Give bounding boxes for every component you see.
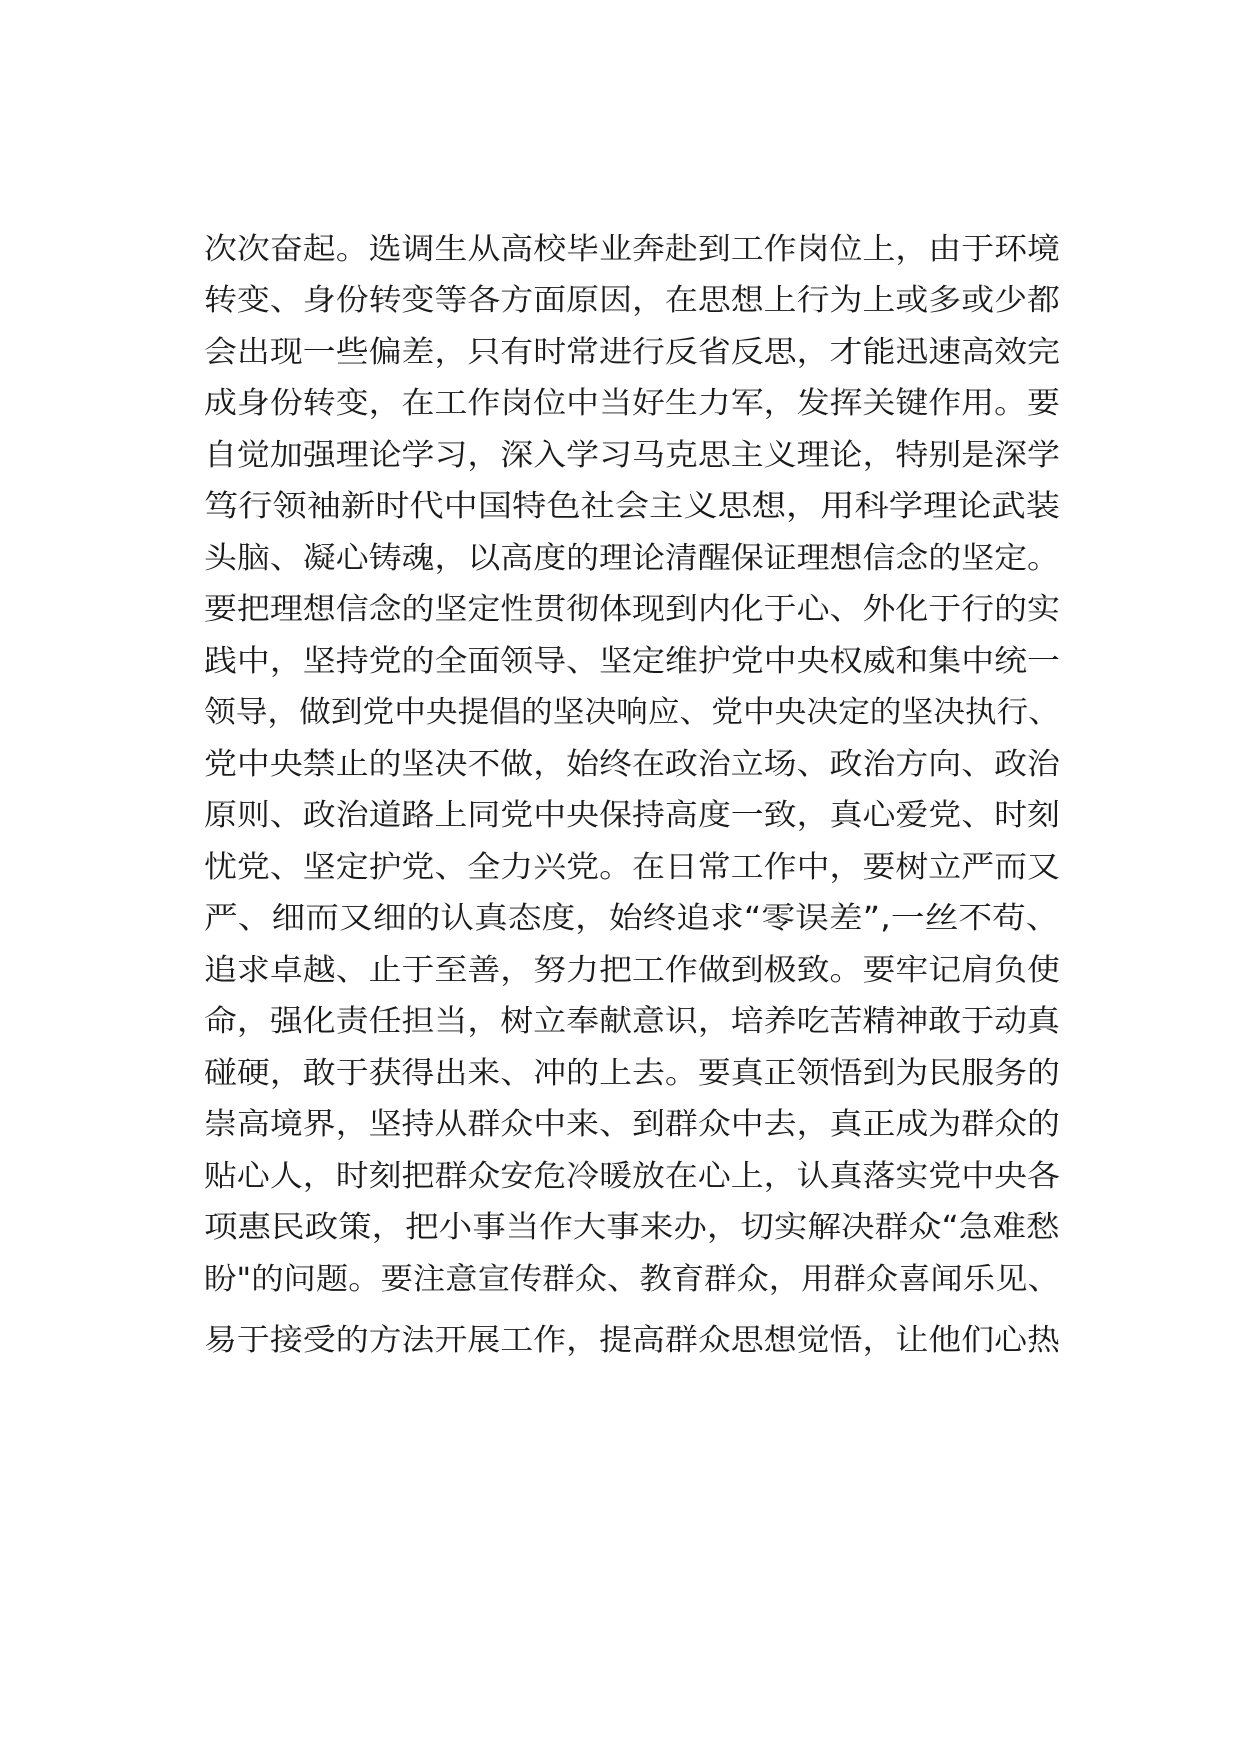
text-line: 盼"的问题。要注意宣传群众、教育群众，用群众喜闻乐见、: [204, 1262, 1060, 1297]
text-line: 易于接受的方法开展工作，提高群众思想觉悟，让他们心热: [204, 1323, 1060, 1358]
text-line: 忧党、坚定护党、全力兴党。在日常工作中，要树立严而又: [204, 850, 1060, 885]
text-line: 命，强化责任担当，树立奉献意识，培养吃苦精神敢于动真: [204, 1004, 1060, 1039]
text-line: 要把理想信念的坚定性贯彻体现到内化于心、外化于行的实: [204, 592, 1060, 627]
text-line: 领导，做到党中央提倡的坚决响应、党中央决定的坚决执行、: [204, 695, 1061, 730]
text-line: 次次奋起。选调生从高校毕业奔赴到工作岗位上，由于环境: [204, 232, 1060, 267]
text-line: 头脑、凝心铸魂，以高度的理论清醒保证理想信念的坚定。: [204, 541, 1060, 576]
text-line: 转变、身份转变等各方面原因，在思想上行为上或多或少都: [204, 283, 1060, 318]
text-line: 自觉加强理论学习，深入学习马克思主义理论，特别是深学: [204, 438, 1060, 473]
text-line: 践中，坚持党的全面领导、坚定维护党中央权威和集中统一: [204, 644, 1060, 679]
text-line: 贴心人，时刻把群众安危冷暖放在心上，认真落实党中央各: [204, 1159, 1060, 1194]
text-line: 项惠民政策，把小事当作大事来办，切实解决群众“急难愁: [204, 1210, 1060, 1245]
text-line: 原则、政治道路上同党中央保持高度一致，真心爱党、时刻: [204, 798, 1060, 833]
text-line: 会出现一些偏差，只有时常进行反省反思，才能迅速高效完: [204, 335, 1060, 370]
text-line: 党中央禁止的坚决不做，始终在政治立场、政治方向、政治: [204, 747, 1060, 782]
text-line: 追求卓越、止于至善，努力把工作做到极致。要牢记肩负使: [204, 953, 1060, 988]
text-line: 碰硬，敢于获得出来、冲的上去。要真正领悟到为民服务的: [204, 1056, 1060, 1091]
text-line: 笃行领袖新时代中国特色社会主义思想，用科学理论武装: [204, 489, 1060, 524]
text-line: 严、细而又细的认真态度，始终追求“零误差”,一丝不苟、: [204, 901, 1060, 936]
text-line: 成身份转变，在工作岗位中当好生力军，发挥关键作用。要: [204, 386, 1060, 421]
text-line: 崇高境界，坚持从群众中来、到群众中去，真正成为群众的: [204, 1107, 1060, 1142]
